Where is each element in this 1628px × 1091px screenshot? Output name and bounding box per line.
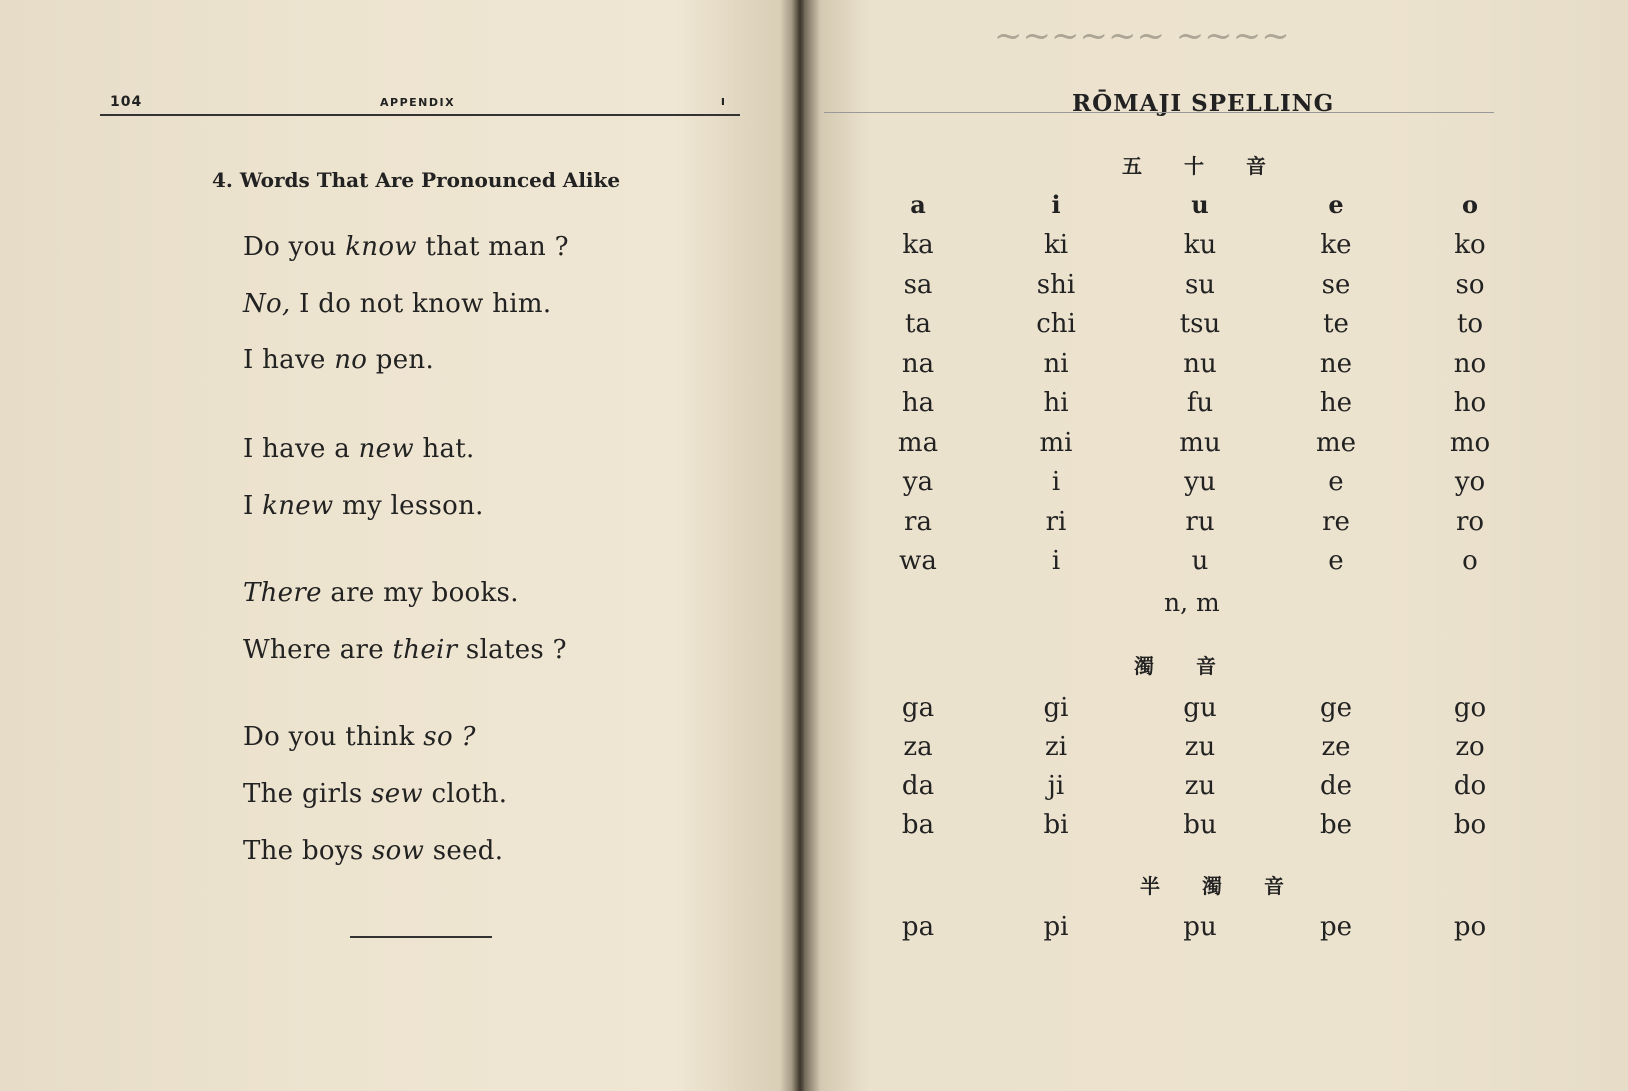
sentence-text: Do you think bbox=[243, 722, 424, 752]
syllable-cell: go bbox=[1453, 693, 1487, 723]
running-head-title: APPENDIX bbox=[380, 96, 456, 109]
sentence-text: The boys bbox=[243, 836, 373, 866]
syllable-cell: nu bbox=[1183, 348, 1217, 379]
running-head-mark: ı bbox=[720, 94, 726, 108]
sentence-text: I have bbox=[243, 345, 335, 375]
emphasized-word: their bbox=[392, 635, 458, 665]
syllable-cell: se bbox=[1321, 269, 1351, 300]
syllable-cell: ne bbox=[1319, 348, 1353, 379]
syllable-cell: me bbox=[1315, 427, 1357, 458]
syllable-cell: ya bbox=[902, 467, 934, 497]
syllable-cell: yu bbox=[1184, 467, 1216, 497]
sentence-text: I do not know him. bbox=[290, 289, 552, 319]
syllable-cell: su bbox=[1184, 269, 1216, 300]
dakuon-heading bbox=[1134, 650, 1216, 679]
syllable-cell: ko bbox=[1454, 230, 1486, 260]
syllable-cell: ga bbox=[901, 693, 935, 723]
emphasized-word: new bbox=[358, 434, 414, 464]
heading-character: 半 bbox=[1140, 874, 1160, 898]
sentence-text: my lesson. bbox=[333, 491, 484, 521]
syllable-cell: de bbox=[1319, 771, 1353, 801]
syllable-cell: ge bbox=[1319, 693, 1353, 723]
syllable-cell: po bbox=[1453, 912, 1487, 942]
heading-character: 濁 bbox=[1134, 654, 1154, 678]
heading-character: 十 bbox=[1184, 154, 1204, 178]
sentence-text: pen. bbox=[367, 345, 435, 375]
syllable-cell: e bbox=[1328, 546, 1344, 576]
syllable-cell: ke bbox=[1320, 230, 1352, 260]
syllable-cell: da bbox=[901, 771, 935, 801]
syllable-cell: mo bbox=[1449, 427, 1491, 458]
syllabic-n: n, m bbox=[1164, 588, 1220, 617]
syllable-cell: ma bbox=[897, 427, 939, 458]
syllable-cell: u bbox=[1191, 546, 1209, 576]
sentence-text: slates ? bbox=[457, 635, 567, 665]
syllable-cell: gi bbox=[1043, 693, 1069, 723]
emphasized-word: sow bbox=[372, 836, 425, 866]
sentence-text: that man ? bbox=[416, 232, 569, 262]
syllable-cell: ta bbox=[905, 309, 931, 339]
syllable-cell: ha bbox=[901, 388, 935, 418]
syllable-cell: sa bbox=[903, 269, 933, 300]
syllable-cell: ba bbox=[901, 810, 935, 840]
page-title: RŌMAJI SPELLING bbox=[1072, 90, 1335, 117]
syllable-cell: to bbox=[1456, 309, 1484, 339]
heading-character: 音 bbox=[1264, 874, 1284, 898]
syllable-cell: hi bbox=[1043, 388, 1069, 418]
syllable-cell: mi bbox=[1039, 427, 1073, 458]
syllable-cell: i bbox=[1051, 546, 1061, 576]
syllable-cell: zo bbox=[1455, 732, 1485, 762]
sentence-line bbox=[243, 779, 507, 809]
heading-character: 音 bbox=[1246, 154, 1266, 178]
syllable-cell: chi bbox=[1036, 309, 1076, 339]
syllable-cell: na bbox=[901, 348, 935, 379]
syllable-cell: e bbox=[1328, 467, 1344, 497]
vowel-header: u bbox=[1191, 190, 1209, 219]
syllable-cell: wa bbox=[899, 546, 937, 576]
syllable-cell: te bbox=[1323, 309, 1349, 339]
syllable-cell: shi bbox=[1036, 269, 1076, 300]
syllable-cell: yo bbox=[1454, 467, 1486, 497]
syllable-cell: pi bbox=[1043, 912, 1069, 942]
sentence-line bbox=[243, 722, 476, 752]
heading-character: 濁 bbox=[1202, 874, 1222, 898]
syllable-cell: i bbox=[1051, 467, 1061, 497]
emphasized-word: No, bbox=[243, 289, 291, 319]
syllable-cell: ki bbox=[1043, 230, 1069, 260]
syllable-cell: ku bbox=[1183, 230, 1217, 260]
syllable-cell: zi bbox=[1044, 732, 1068, 762]
heading-character: 五 bbox=[1122, 154, 1142, 178]
sentence-text: are my books. bbox=[321, 578, 519, 608]
right-page bbox=[804, 0, 1628, 1091]
syllable-cell: mu bbox=[1179, 427, 1221, 458]
syllable-cell: ni bbox=[1043, 348, 1069, 379]
syllable-cell: ze bbox=[1321, 732, 1351, 762]
syllable-cell: ro bbox=[1455, 506, 1485, 537]
emphasized-word: know bbox=[345, 232, 417, 262]
sentence-line bbox=[243, 836, 503, 866]
page-number: 104 bbox=[110, 94, 143, 110]
syllable-cell: no bbox=[1453, 348, 1487, 379]
sentence-text: cloth. bbox=[422, 779, 508, 809]
syllable-cell: bo bbox=[1453, 810, 1487, 840]
sentence-line bbox=[243, 491, 484, 521]
syllable-cell: ra bbox=[904, 506, 932, 537]
handakuon-heading bbox=[1140, 870, 1284, 899]
sentence-text: hat. bbox=[413, 434, 475, 464]
sentence-line bbox=[243, 635, 567, 665]
sentence-text: Do you bbox=[243, 232, 346, 262]
vowel-header: e bbox=[1328, 190, 1344, 219]
emphasized-word: no bbox=[334, 345, 368, 375]
emphasized-word: There bbox=[243, 578, 322, 608]
sentence-text: I bbox=[243, 491, 263, 521]
syllable-cell: so bbox=[1455, 269, 1485, 300]
emphasized-word: so ? bbox=[423, 722, 476, 752]
syllable-cell: ho bbox=[1453, 388, 1487, 418]
sentence-line bbox=[243, 578, 519, 608]
vowel-header: a bbox=[910, 190, 926, 219]
vowel-header: o bbox=[1461, 190, 1479, 219]
sentence-line bbox=[243, 434, 475, 464]
syllable-cell: be bbox=[1319, 810, 1353, 840]
sentence-line bbox=[243, 289, 551, 319]
end-rule bbox=[350, 936, 492, 938]
syllable-cell: ru bbox=[1185, 506, 1215, 537]
syllable-cell: zu bbox=[1184, 771, 1216, 801]
syllable-cell: pa bbox=[901, 912, 935, 942]
syllable-cell: ri bbox=[1045, 506, 1067, 537]
pencil-scribble: ~~~~~~ ~~~~ bbox=[994, 16, 1290, 56]
syllable-cell: pu bbox=[1183, 912, 1217, 942]
syllable-cell: bu bbox=[1183, 810, 1217, 840]
sentence-line bbox=[243, 232, 569, 262]
running-head bbox=[100, 92, 740, 116]
emphasized-word: knew bbox=[262, 491, 334, 521]
emphasized-word: sew bbox=[371, 779, 423, 809]
syllable-cell: bi bbox=[1043, 810, 1069, 840]
vowel-header: i bbox=[1051, 190, 1061, 219]
gojuon-heading bbox=[1122, 150, 1266, 179]
syllable-cell: o bbox=[1462, 546, 1478, 576]
sentence-text: Where are bbox=[243, 635, 393, 665]
syllable-cell: zu bbox=[1184, 732, 1216, 762]
section-title: 4. Words That Are Pronounced Alike bbox=[212, 168, 621, 192]
sentence-line bbox=[243, 345, 434, 375]
syllable-cell: tsu bbox=[1179, 309, 1221, 339]
syllable-cell: ji bbox=[1047, 771, 1065, 801]
sentence-text: I have a bbox=[243, 434, 359, 464]
sentence-text: The girls bbox=[243, 779, 372, 809]
syllable-cell: za bbox=[903, 732, 933, 762]
left-page bbox=[0, 0, 796, 1091]
sentence-text: seed. bbox=[424, 836, 504, 866]
title-rule bbox=[824, 112, 1494, 113]
heading-character: 音 bbox=[1196, 654, 1216, 678]
syllable-cell: pe bbox=[1319, 912, 1353, 942]
syllable-cell: re bbox=[1322, 506, 1350, 537]
syllable-cell: he bbox=[1319, 388, 1353, 418]
syllable-cell: ka bbox=[902, 230, 934, 260]
syllable-cell: do bbox=[1453, 771, 1487, 801]
syllable-cell: gu bbox=[1183, 693, 1217, 723]
syllable-cell: fu bbox=[1186, 388, 1214, 418]
